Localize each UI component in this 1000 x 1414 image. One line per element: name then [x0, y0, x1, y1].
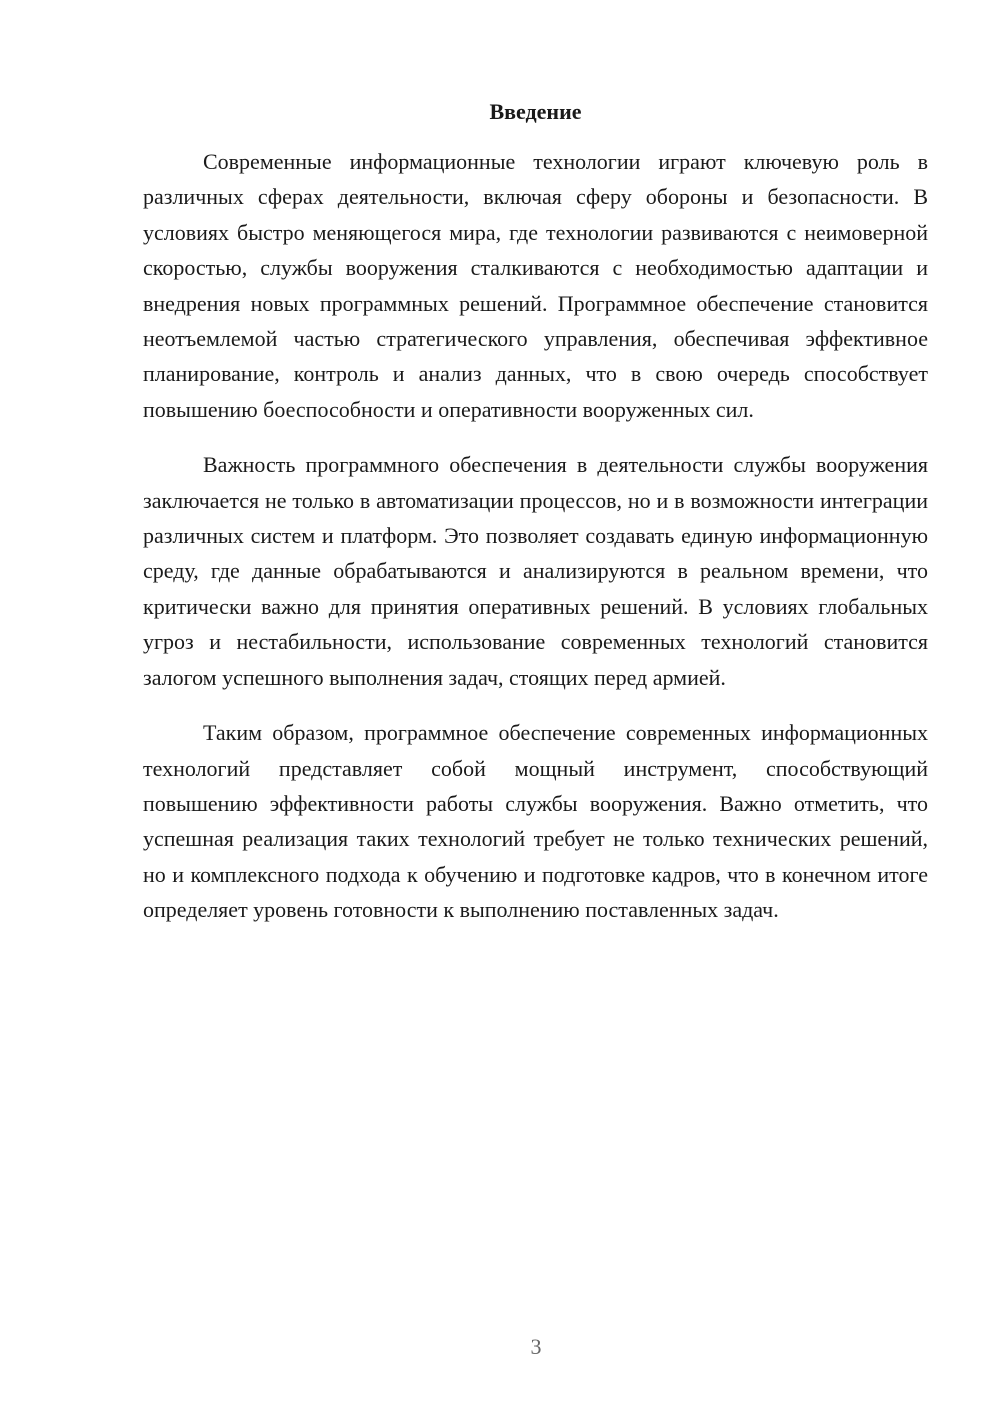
section-heading: Введение: [489, 99, 582, 124]
paragraph-2: Важность программного обеспечения в деятельности службы вооружения заключается не только в автоматизации процессов, но и в возможности интеграции различных систем и платформ. Это позволяет создавать единую информационную среду, где данные обрабатываются и анализируются в реальном времени, что критически важно для принятия оперативных решений. В условиях глобальных угроз и нестабильности, использование современных технологий становится залогом успешного выполнения задач, стоящих перед армией.: [143, 452, 928, 690]
page-content: [143, 98, 928, 928]
paragraph-3: Таким образом, программное обеспечение современных информационных технологий представляет собой мощный инструмент, способствующий повышению эффективности работы службы вооружения. Важно отметить, что успешная реализация таких технологий требует не только технических решений, но и комплексного подхода к обучению и подготовке кадров, что в конечном итоге определяет уровень готовности к выполнению поставленных задач.: [143, 720, 928, 923]
page-number: 3: [530, 1334, 542, 1359]
paragraph-1: Современные информационные технологии играют ключевую роль в различных сферах деятельности, включая сферу обороны и безопасности. В условиях быстро меняющегося мира, где технологии развиваются с неимоверной скоростью, службы вооружения сталкиваются с необходимостью адаптации и внедрения новых программных решений. Программное обеспечение становится неотъемлемой частью стратегического управления, обеспечивая эффективное планирование, контроль и анализ данных, что в свою очередь способствует повышению боеспособности и оперативности вооруженных сил.: [143, 149, 928, 422]
